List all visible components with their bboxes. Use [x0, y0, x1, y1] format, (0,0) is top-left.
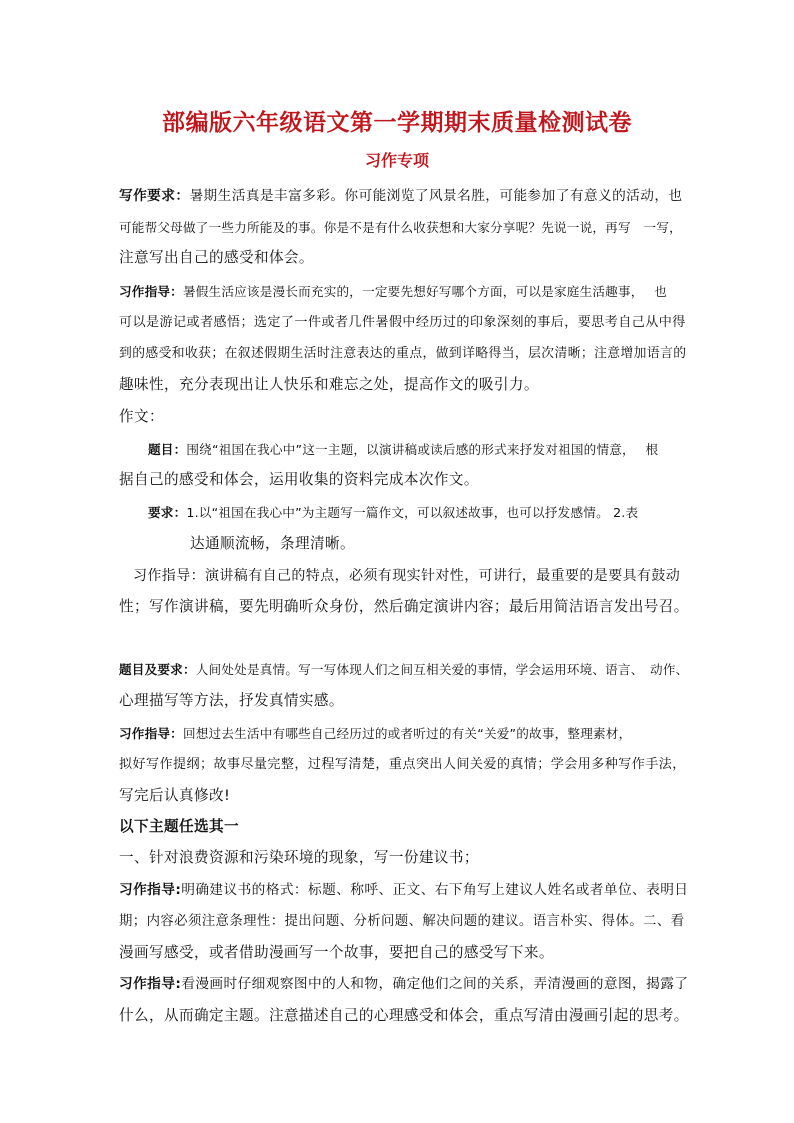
- care-guide-line-3: 写完后认真修改!: [119, 787, 231, 804]
- speech-guide-line-2: 性；写作演讲稿，要先明确听众身份，然后确定演讲内容；最后用简洁语言发出号召。: [119, 598, 689, 615]
- essay-topic-label: 题目：: [148, 442, 187, 457]
- essay-topic-line-1: [148, 440, 658, 460]
- comic-guide-line-1: [119, 974, 688, 994]
- writing-requirement-text: 暑期生活真是丰富多彩。你可能浏览了风景名胜，可能参加了有意义的活动，也: [189, 188, 683, 204]
- care-guide-label: 习作指导：: [119, 726, 183, 741]
- care-topic-text: 人间处处是真情。写一写体现人们之间互相关爱的事情，学会运用环境、语言、 动作、: [195, 662, 689, 677]
- speech-guide-line-1: 习作指导：演讲稿有自己的特点，必须有现实针对性，可讲行，最重要的是要具有鼓动: [133, 568, 681, 584]
- proposal-guide-line-3: 漫画写感受，或者借助漫画写一个故事，要把自己的感受写下来。: [119, 944, 554, 961]
- page-subtitle: 习作专项: [364, 151, 429, 170]
- option-one-text: 一、针对浪费资源和污染环境的现象，写一份建议书；: [119, 849, 479, 866]
- care-guide-line-2: 拟好写作提纲；故事尽量完整，过程写清楚，重点突出人间关爱的真情；学会用多种写作手法，: [119, 757, 686, 772]
- proposal-guide-label: 习作指导:: [119, 882, 182, 898]
- care-guide-text: 回想过去生活中有哪些自己经历过的或者听过的有关“关爱”的故事，整理素材，: [182, 726, 632, 741]
- choose-one-heading: 以下主题任选其一: [119, 818, 239, 835]
- proposal-guide-line-1: [119, 880, 688, 900]
- care-topic-line-2: 心理描写等方法，抒发真情实感。: [119, 692, 344, 709]
- proposal-guide-text: 明确建议书的格式：标题、称呼、正文、右下角写上建议人姓名或者单位、表明日: [181, 882, 689, 898]
- writing-requirement-label: 写作要求：: [119, 188, 190, 204]
- care-guide-line-1: [119, 724, 631, 744]
- writing-requirement-line-1: [119, 186, 683, 206]
- care-topic-label: 题目及要求：: [119, 662, 196, 677]
- comic-guide-line-2: 什么，从而确定主题。注意描述自己的心理感受和体会，重点写清由漫画引起的思考。: [119, 1007, 689, 1024]
- writing-guide-line-4: 趣味性，充分表现出让人快乐和难忘之处，提高作文的吸引力。: [119, 376, 539, 393]
- writing-guide-text: 暑假生活应该是漫长而充实的，一定要先想好写哪个方面，可以是家庭生活趣事， 也: [182, 284, 668, 299]
- comic-guide-text: 看漫画时仔细观察图中的人和物，确定他们之间的关系，弄清漫画的意图，揭露了: [181, 976, 689, 992]
- writing-requirement-line-3: 注意写出自己的感受和体会。: [119, 249, 314, 266]
- essay-topic-line-2: 据自己的感受和体会，运用收集的资料完成本次作文。: [119, 471, 479, 488]
- writing-guide-line-1: [119, 282, 667, 302]
- essay-requirement-label: 要求：: [148, 505, 187, 520]
- comic-guide-label: 习作指导:: [119, 976, 182, 992]
- writing-requirement-line-2: 可能帮父母做了一些力所能及的事。你是不是有什么收获想和大家分享呢？先说一说，再写 一写，: [119, 220, 682, 235]
- care-topic-line-1: [119, 660, 688, 680]
- proposal-guide-line-2: 期；内容必须注意条理性：提出问题、分析问题、解决问题的建议。语言朴实、得体。二、看: [119, 914, 685, 929]
- page-title: 部编版六年级语文第一学期期末质量检测试卷: [162, 109, 632, 136]
- essay-label: 作文：: [119, 408, 164, 425]
- writing-guide-line-2: 可以是游记或者感悟；选定了一件或者几件暑假中经历过的印象深刻的事后，要思考自己从中得: [119, 315, 686, 330]
- essay-requirement-line-1: [148, 503, 638, 523]
- writing-guide-label: 习作指导：: [119, 284, 183, 299]
- essay-requirement-line-2: 达通顺流畅，条理清晰。: [190, 535, 355, 552]
- essay-requirement-text: 1.以“祖国在我心中”为主题写一篇作文，可以叙述故事，也可以抒发感情。 2.表: [186, 505, 639, 520]
- essay-topic-text: 围绕“祖国在我心中”这一主题，以演讲稿或读后感的形式来抒发对祖国的情意， 根: [186, 442, 659, 457]
- writing-guide-line-3: 到的感受和收获；在叙述假期生活时注意表达的重点，做到详略得当，层次清晰；注意增加语言的: [119, 346, 687, 361]
